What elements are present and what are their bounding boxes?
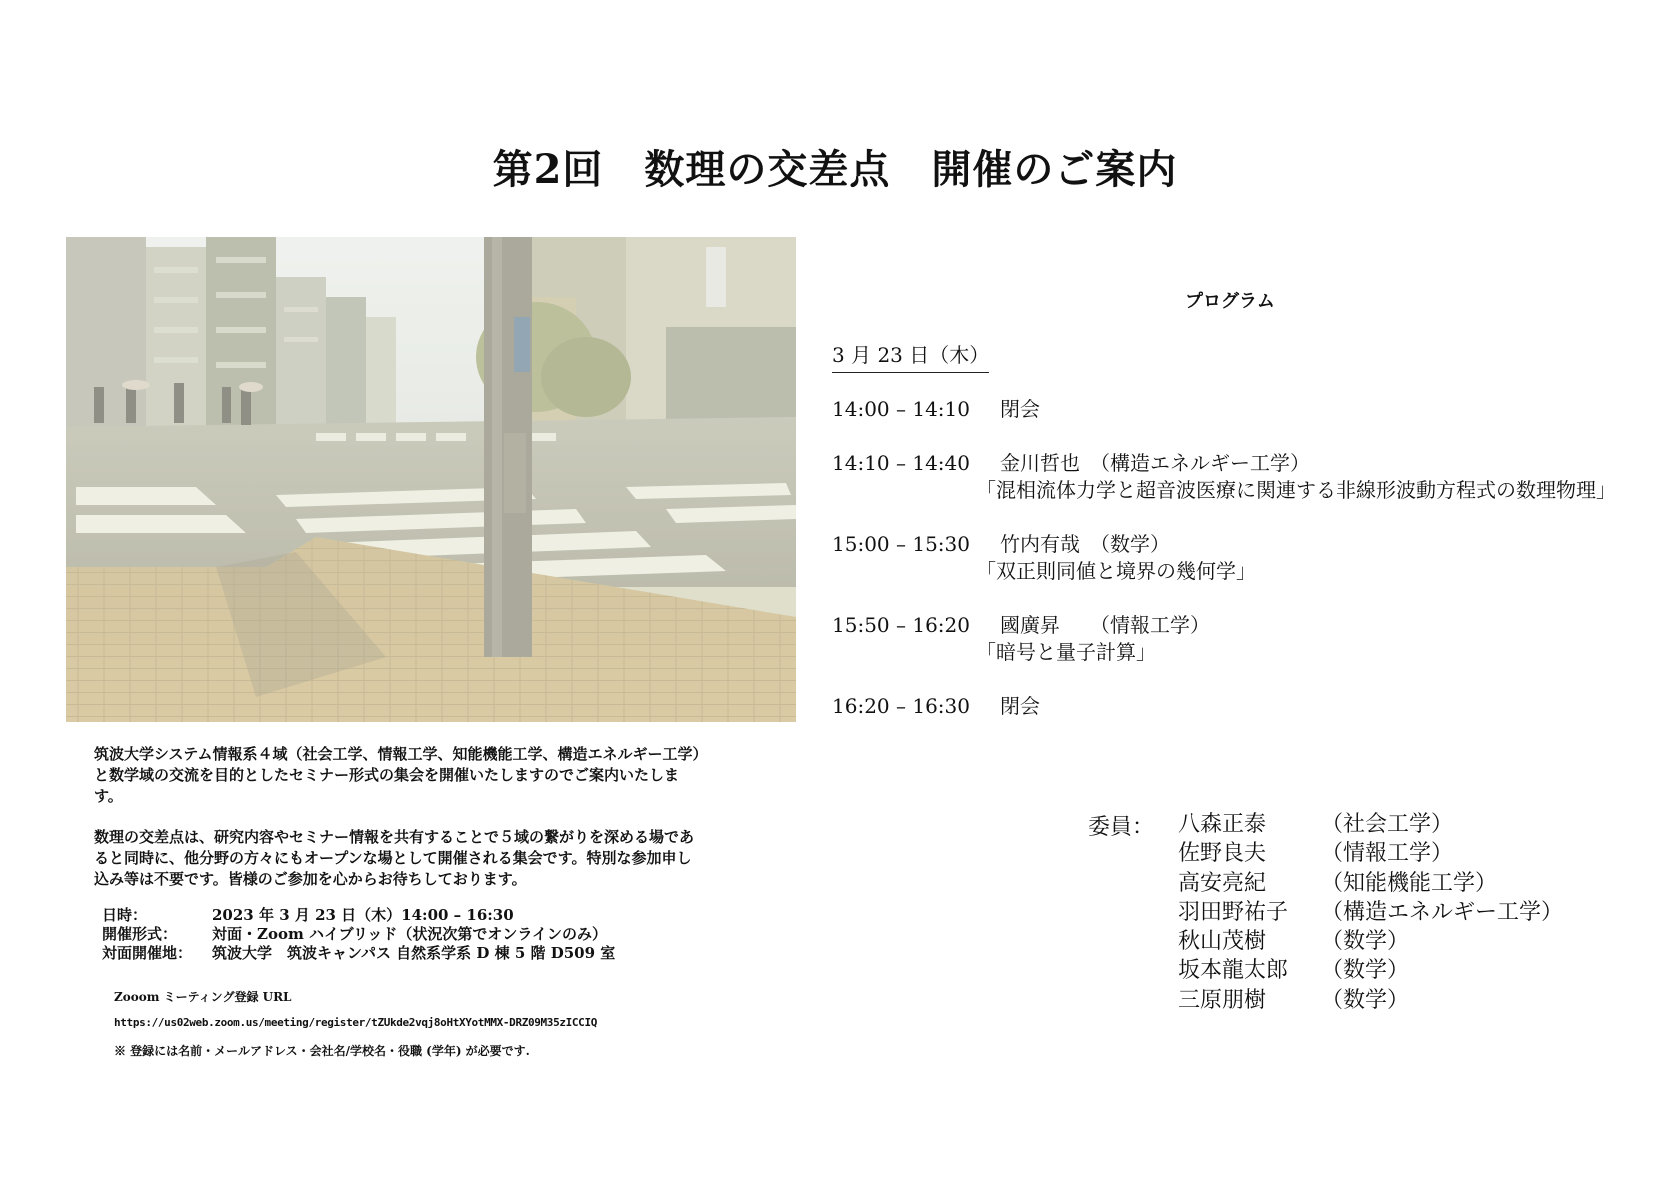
description-paragraph-2: 数理の交差点は、研究内容やセミナー情報を共有することで５域の繋がりを深める場であると同時に、他分野の方々にもオープンな場として開催される集会です。特別な参加申し込み等は不要です。皆様のご参加を心からお待ちしております。 (94, 828, 695, 888)
program-talk-title: 「双正則同値と境界の幾何学」 (976, 559, 1256, 583)
member-field: （数学） (1321, 987, 1410, 1013)
program-item (832, 396, 1040, 423)
detail-label: 対面開催地： (102, 944, 193, 962)
zoom-registration-note: ※ 登録には名前・メールアドレス・会社名/学校名・役職 (学年) が必要です. (114, 1044, 530, 1058)
committee-member (1178, 898, 1563, 927)
program-date: 3 月 23 日（木） (832, 339, 989, 373)
committee-member (1178, 956, 1563, 985)
committee-list (1178, 810, 1563, 1015)
detail-row-datetime (102, 906, 615, 925)
member-field: （数学） (1321, 958, 1410, 984)
program-speaker: 竹内有哉 （数学） (1000, 532, 1170, 556)
committee-member (1178, 986, 1563, 1015)
member-name: 三原朋樹 (1178, 987, 1267, 1013)
zoom-registration-link[interactable]: https://us02web.zoom.us/meeting/register/tZUkde2vqj8oHtXYotMMX-DRZ09M35zICCIQ (114, 1016, 597, 1029)
member-name: 坂本龍太郎 (1178, 958, 1289, 984)
detail-value: 筑波大学 筑波キャンパス 自然系学系 D 棟 5 階 D509 室 (212, 944, 616, 962)
detail-label: 開催形式： (102, 925, 178, 943)
committee-label: 委員： (1088, 815, 1155, 840)
program-text: 閉会 (1000, 694, 1040, 718)
description-paragraph-1: 筑波大学システム情報系４域（社会工学、情報工学、知能機能工学、構造エネルギー工学）と数学域の交流を目的としたセミナー形式の集会を開催いたしますのでご案内いたします。 (94, 745, 701, 805)
program-speaker: 國廣昇 （情報工学） (1000, 613, 1210, 637)
committee-member (1178, 810, 1563, 839)
program-item (832, 693, 1040, 720)
program-text: 閉会 (1000, 397, 1040, 421)
event-details (102, 906, 615, 963)
page-title: 第2回 数理の交差点 開催のご案内 (492, 146, 1178, 193)
committee-member (1178, 869, 1563, 898)
program-item (832, 450, 1616, 504)
member-name: 八森正泰 (1178, 812, 1267, 837)
committee-member (1178, 927, 1563, 956)
program-time: 15:00 – 15:30 (832, 532, 970, 556)
member-name: 秋山茂樹 (1178, 929, 1267, 955)
program-item (832, 531, 1256, 585)
program-time: 16:20 – 16:30 (832, 694, 970, 718)
program-talk-title: 「混相流体力学と超音波医療に関連する非線形波動方程式の数理物理」 (976, 478, 1616, 502)
detail-label: 日時： (102, 906, 148, 924)
member-field: （知能機能工学） (1321, 870, 1498, 896)
member-name: 羽田野祐子 (1178, 899, 1289, 925)
program-speaker: 金川哲也 （構造エネルギー工学） (1000, 451, 1310, 475)
program-time: 15:50 – 16:20 (832, 613, 970, 637)
member-field: （構造エネルギー工学） (1321, 899, 1564, 925)
detail-value: 2023 年 3 月 23 日（木）14:00 – 16:30 (212, 906, 514, 924)
program-heading: プログラム (1185, 291, 1275, 312)
program-time: 14:00 – 14:10 (832, 397, 970, 421)
member-field: （情報工学） (1321, 841, 1454, 867)
member-name: 高安亮紀 (1178, 870, 1267, 896)
description (94, 744, 704, 910)
member-field: （数学） (1321, 929, 1410, 955)
member-name: 佐野良夫 (1178, 841, 1267, 867)
street-photo (66, 237, 796, 722)
zoom-registration-title: Zooom ミーティング登録 URL (114, 990, 292, 1004)
committee-member (1178, 839, 1563, 868)
detail-value: 対面・Zoom ハイブリッド（状況次第でオンラインのみ） (212, 925, 607, 943)
program-talk-title: 「暗号と量子計算」 (976, 640, 1156, 664)
member-field: （社会工学） (1321, 812, 1454, 837)
program-item (832, 612, 1210, 666)
detail-row-format (102, 925, 615, 944)
detail-row-venue (102, 944, 615, 963)
program-time: 14:10 – 14:40 (832, 451, 970, 475)
